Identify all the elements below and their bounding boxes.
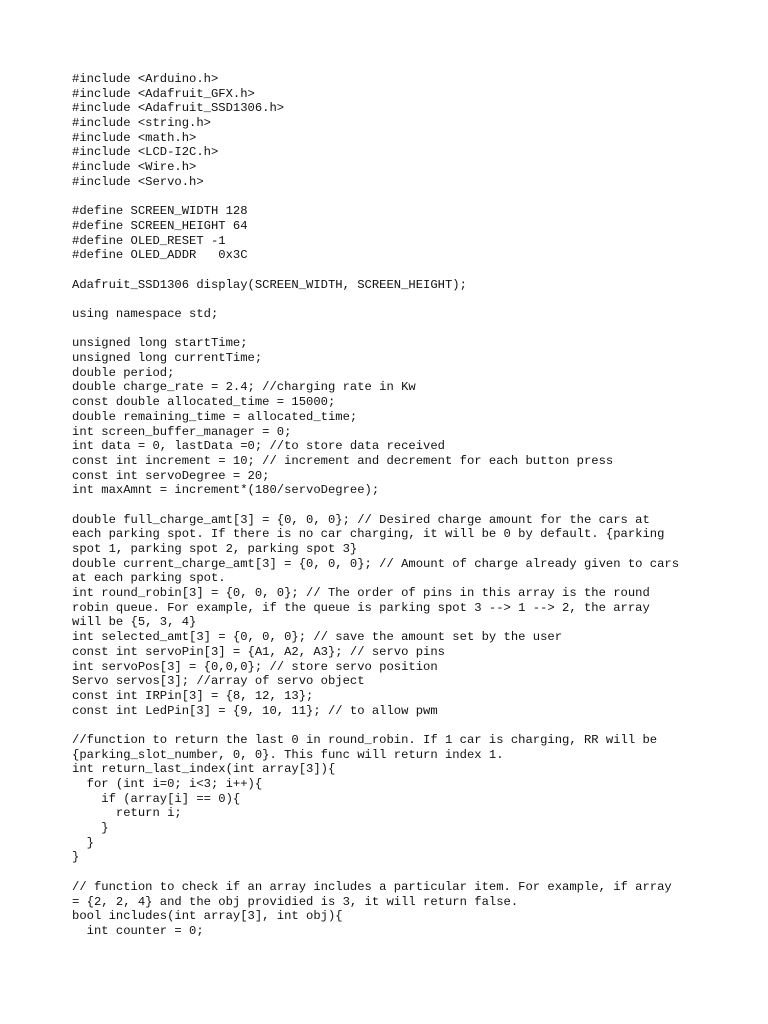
code-line: robin queue. For example, if the queue is parking spot 3 --> 1 --> 2, the array bbox=[72, 600, 650, 615]
code-line: = {2, 2, 4} and the obj providied is 3, it will return false. bbox=[72, 894, 519, 909]
code-line: #include <Adafruit_GFX.h> bbox=[72, 86, 255, 101]
code-line: int selected_amt[3] = {0, 0, 0}; // save the amount set by the user bbox=[72, 630, 563, 645]
code-line: unsigned long currentTime; bbox=[72, 351, 263, 366]
code-line: int counter = 0; bbox=[72, 923, 204, 938]
code-line: unsigned long startTime; bbox=[72, 336, 248, 351]
code-line: double period; bbox=[72, 365, 175, 380]
code-line: #include <Wire.h> bbox=[72, 160, 197, 175]
code-line: int servoPos[3] = {0,0,0}; // store servo position bbox=[72, 659, 438, 674]
code-line: const int servoPin[3] = {A1, A2, A3}; // servo pins bbox=[72, 644, 445, 659]
code-line: //function to return the last 0 in round_robin. If 1 car is charging, RR will be bbox=[72, 732, 658, 747]
code-line: double charge_rate = 2.4; //charging rate in Kw bbox=[72, 380, 416, 395]
code-line bbox=[72, 292, 712, 307]
code-line: #define OLED_ADDR 0x3C bbox=[72, 248, 248, 263]
code-line: Adafruit_SSD1306 display(SCREEN_WIDTH, SCREEN_HEIGHT); bbox=[72, 277, 467, 292]
code-listing bbox=[72, 72, 712, 939]
code-line: const int LedPin[3] = {9, 10, 11}; // to allow pwm bbox=[72, 703, 438, 718]
code-line bbox=[72, 718, 712, 733]
code-line: return i; bbox=[72, 806, 182, 821]
code-line: int screen_buffer_manager = 0; bbox=[72, 424, 292, 439]
code-line: #include <Arduino.h> bbox=[72, 72, 219, 86]
code-line: } bbox=[72, 821, 109, 836]
code-line bbox=[72, 498, 712, 513]
code-line bbox=[72, 322, 712, 337]
code-line: #define SCREEN_HEIGHT 64 bbox=[72, 218, 248, 233]
code-line: #include <math.h> bbox=[72, 130, 197, 145]
code-line: int data = 0, lastData =0; //to store data received bbox=[72, 439, 445, 454]
code-line: #include <Adafruit_SSD1306.h> bbox=[72, 101, 285, 116]
code-line: const int increment = 10; // increment and decrement for each button press bbox=[72, 453, 614, 468]
code-line: #include <string.h> bbox=[72, 116, 211, 131]
code-line bbox=[72, 190, 712, 205]
code-line: bool includes(int array[3], int obj){ bbox=[72, 909, 343, 924]
code-line: will be {5, 3, 4} bbox=[72, 615, 197, 630]
code-line: for (int i=0; i<3; i++){ bbox=[72, 777, 263, 791]
code-line bbox=[72, 865, 712, 880]
code-line: const double allocated_time = 15000; bbox=[72, 395, 336, 410]
code-line: int return_last_index(int array[3]){ bbox=[72, 762, 336, 777]
code-line: #define OLED_RESET -1 bbox=[72, 233, 226, 248]
code-line: // function to check if an array includes a particular item. For example, if array bbox=[72, 879, 672, 894]
code-line: double full_charge_amt[3] = {0, 0, 0}; // Desired charge amount for the cars at bbox=[72, 512, 650, 527]
code-line: const int servoDegree = 20; bbox=[72, 468, 270, 483]
code-line: double current_charge_amt[3] = {0, 0, 0}; // Amount of charge already given to cars bbox=[72, 556, 680, 571]
code-line bbox=[72, 263, 712, 278]
code-line: if (array[i] == 0){ bbox=[72, 791, 241, 806]
code-line: } bbox=[72, 835, 94, 850]
code-line: double remaining_time = allocated_time; bbox=[72, 409, 358, 424]
code-line: Servo servos[3]; //array of servo object bbox=[72, 674, 365, 689]
code-line: int round_robin[3] = {0, 0, 0}; // The order of pins in this array is the round bbox=[72, 586, 650, 601]
code-line: using namespace std; bbox=[72, 307, 219, 321]
code-line: #include <Servo.h> bbox=[72, 174, 204, 189]
code-line: int maxAmnt = increment*(180/servoDegree); bbox=[72, 483, 380, 498]
code-line: each parking spot. If there is no car charging, it will be 0 by default. {parking bbox=[72, 527, 665, 542]
code-line: #define SCREEN_WIDTH 128 bbox=[72, 204, 248, 219]
code-line: } bbox=[72, 850, 80, 865]
code-line: const int IRPin[3] = {8, 12, 13}; bbox=[72, 688, 314, 703]
code-line: at each parking spot. bbox=[72, 571, 226, 586]
code-line: {parking_slot_number, 0, 0}. This func will return index 1. bbox=[72, 747, 504, 762]
code-line: spot 1, parking spot 2, parking spot 3} bbox=[72, 542, 358, 556]
code-line: #include <LCD-I2C.h> bbox=[72, 145, 219, 160]
